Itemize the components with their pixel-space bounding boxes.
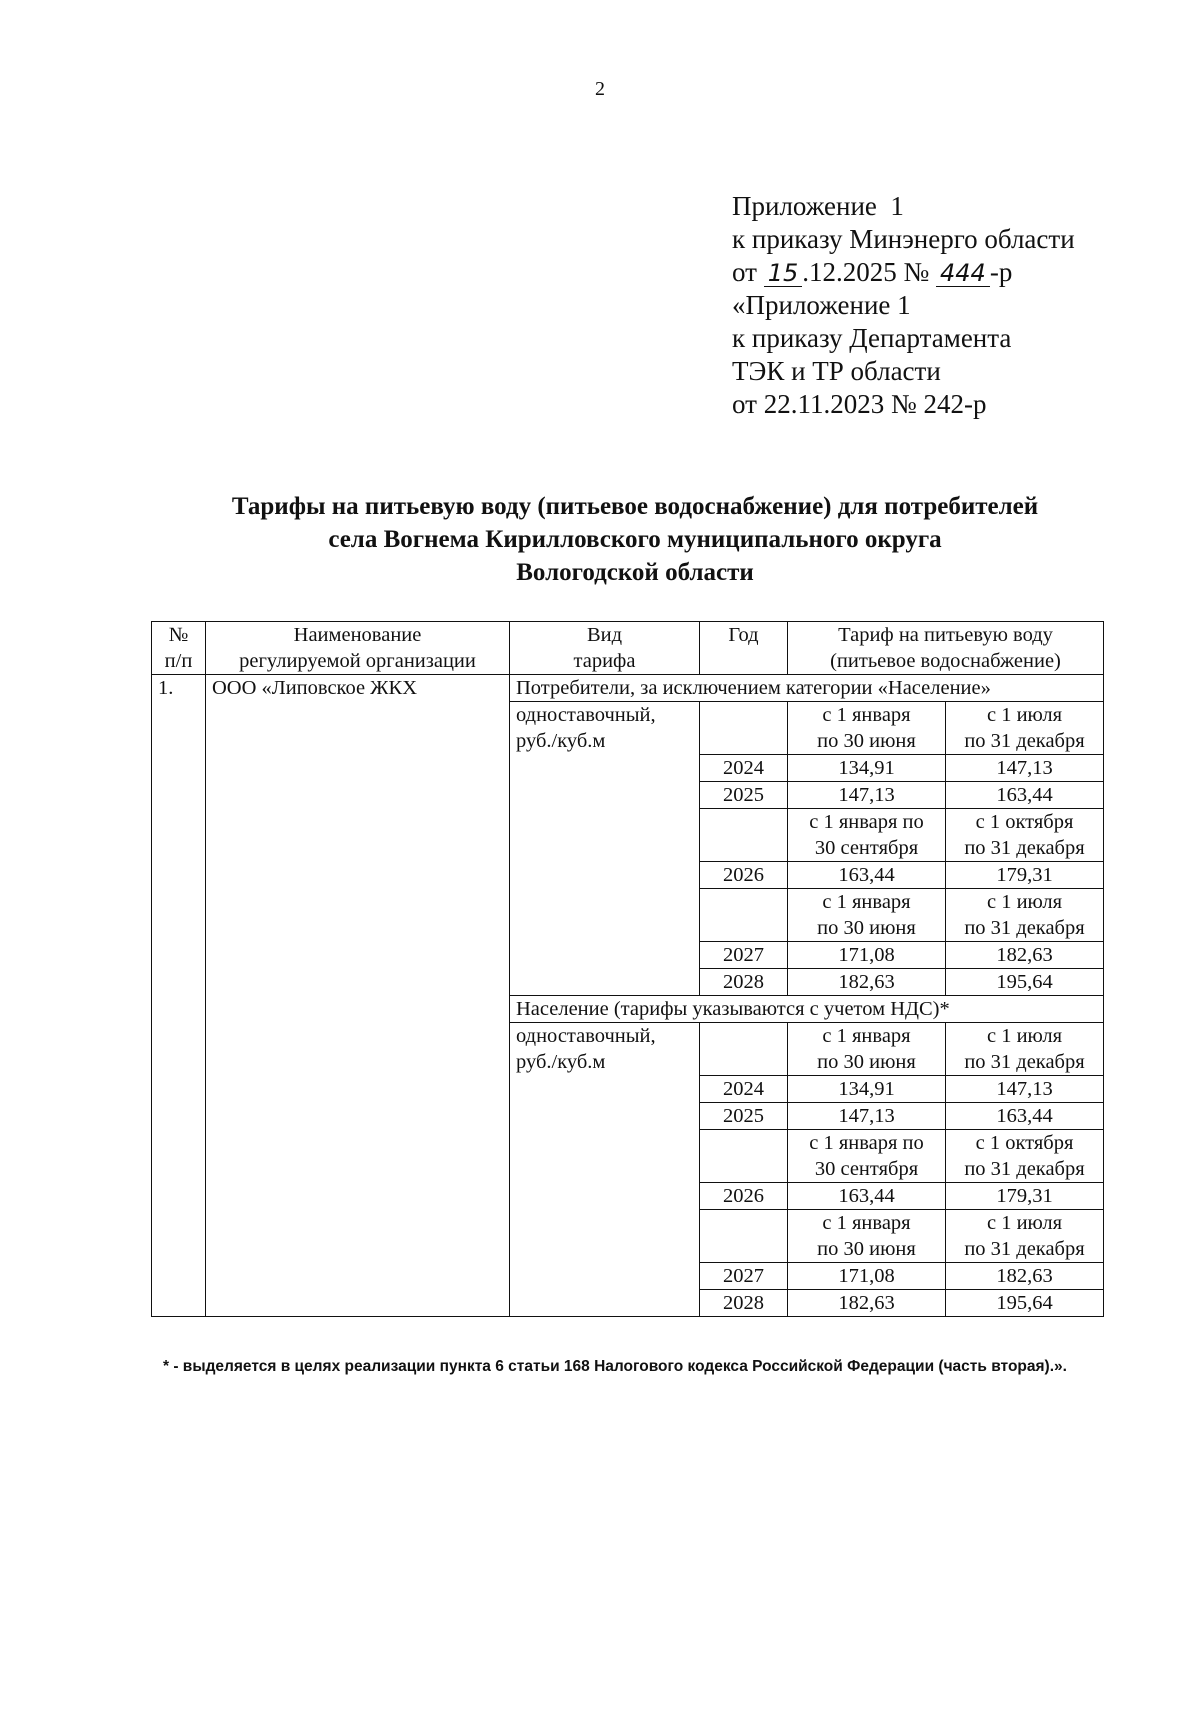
year-cell: 2028 bbox=[700, 969, 788, 996]
period-2-from: с 1 июля bbox=[986, 1212, 1063, 1234]
tariff-value-period-1: 147,13 bbox=[788, 782, 946, 809]
row-number: 1. bbox=[152, 675, 206, 1317]
year-cell bbox=[700, 809, 788, 862]
header-organization: Наименование регулируемой организации bbox=[206, 622, 510, 675]
tariff-type-cell bbox=[510, 702, 700, 996]
tariff-value-period-2: 195,64 bbox=[946, 1290, 1104, 1317]
period-1-cell bbox=[788, 702, 946, 755]
tariff-value-period-2: 163,44 bbox=[946, 782, 1104, 809]
tariff-value-period-1: 163,44 bbox=[788, 862, 946, 889]
tariff-value-period-1: 182,63 bbox=[788, 1290, 946, 1317]
handwritten-order-number: 444 bbox=[936, 260, 990, 287]
appendix-block bbox=[732, 190, 1075, 421]
period-2-to: по 31 декабря bbox=[964, 837, 1085, 859]
tariff-value-period-1: 134,91 bbox=[788, 755, 946, 782]
section-heading: Потребители, за исключением категории «Население» bbox=[510, 675, 1104, 702]
appendix-line-6: ТЭК и ТР области bbox=[732, 356, 941, 386]
tariff-value-period-1: 163,44 bbox=[788, 1183, 946, 1210]
period-2-to: по 31 декабря bbox=[964, 917, 1085, 939]
tariff-value-period-2: 147,13 bbox=[946, 1076, 1104, 1103]
year-cell bbox=[700, 1210, 788, 1263]
year-cell: 2026 bbox=[700, 1183, 788, 1210]
appendix-line-4: «Приложение 1 bbox=[732, 290, 911, 320]
period-1-from: с 1 января по bbox=[809, 811, 924, 833]
tariff-type-line: одноставочный, bbox=[516, 704, 656, 726]
tariff-value-period-1: 134,91 bbox=[788, 1076, 946, 1103]
period-1-cell bbox=[788, 1023, 946, 1076]
period-1-cell bbox=[788, 1210, 946, 1263]
appendix-date-middle: .12.2025 № bbox=[802, 257, 937, 287]
tariff-value-period-1: 171,08 bbox=[788, 1263, 946, 1290]
year-cell: 2024 bbox=[700, 1076, 788, 1103]
appendix-line-1: Приложение 1 bbox=[732, 191, 904, 221]
period-2-cell bbox=[946, 1210, 1104, 1263]
tariff-value-period-2: 195,64 bbox=[946, 969, 1104, 996]
period-2-cell bbox=[946, 809, 1104, 862]
period-1-to: по 30 июня bbox=[817, 917, 916, 939]
year-cell: 2024 bbox=[700, 755, 788, 782]
year-cell: 2027 bbox=[700, 1263, 788, 1290]
period-2-from: с 1 октября bbox=[975, 811, 1074, 833]
handwritten-day: 15 bbox=[764, 260, 803, 287]
appendix-prefix: от bbox=[732, 257, 764, 287]
tariff-value-period-1: 147,13 bbox=[788, 1103, 946, 1130]
appendix-line-3 bbox=[732, 256, 1075, 289]
year-cell: 2028 bbox=[700, 1290, 788, 1317]
tariff-type-cell bbox=[510, 1023, 700, 1317]
tariff-value-period-2: 182,63 bbox=[946, 942, 1104, 969]
period-1-to: по 30 июня bbox=[817, 1051, 916, 1073]
year-cell: 2027 bbox=[700, 942, 788, 969]
period-2-cell bbox=[946, 1130, 1104, 1183]
appendix-suffix: -р bbox=[989, 257, 1013, 287]
period-1-cell bbox=[788, 809, 946, 862]
header-number: № п/п bbox=[152, 622, 206, 675]
period-1-cell bbox=[788, 1130, 946, 1183]
year-cell: 2026 bbox=[700, 862, 788, 889]
period-1-from: с 1 января bbox=[822, 1025, 911, 1047]
header-tariff-type: Вид тарифа bbox=[510, 622, 700, 675]
section-heading: Население (тарифы указываются с учетом НДС)* bbox=[510, 996, 1104, 1023]
tariff-value-period-2: 182,63 bbox=[946, 1263, 1104, 1290]
year-cell bbox=[700, 702, 788, 755]
year-cell bbox=[700, 1023, 788, 1076]
tariff-value-period-2: 179,31 bbox=[946, 862, 1104, 889]
header-tariff: Тариф на питьевую воду (питьевое водоснабжение) bbox=[788, 622, 1104, 675]
period-2-cell bbox=[946, 1023, 1104, 1076]
appendix-line-7: от 22.11.2023 № 242-р bbox=[732, 389, 987, 419]
period-2-from: с 1 июля bbox=[986, 891, 1063, 913]
period-2-to: по 31 декабря bbox=[964, 1051, 1085, 1073]
period-1-to: 30 сентября bbox=[814, 837, 919, 859]
year-cell bbox=[700, 889, 788, 942]
period-1-from: с 1 января по bbox=[809, 1132, 924, 1154]
tariff-type-unit: руб./куб.м bbox=[516, 730, 606, 752]
tariff-table bbox=[151, 621, 1104, 1317]
period-2-to: по 31 декабря bbox=[964, 1158, 1085, 1180]
tariff-value-period-1: 171,08 bbox=[788, 942, 946, 969]
period-2-cell bbox=[946, 889, 1104, 942]
document-title bbox=[120, 490, 1150, 589]
page-number: 2 bbox=[595, 78, 605, 100]
period-1-cell bbox=[788, 889, 946, 942]
period-2-from: с 1 июля bbox=[986, 704, 1063, 726]
period-2-from: с 1 июля bbox=[986, 1025, 1063, 1047]
period-1-from: с 1 января bbox=[822, 704, 911, 726]
tariff-value-period-2: 163,44 bbox=[946, 1103, 1104, 1130]
table-header-row bbox=[152, 622, 1104, 675]
tariff-value-period-2: 179,31 bbox=[946, 1183, 1104, 1210]
header-year: Год bbox=[700, 622, 788, 675]
section-heading-row bbox=[152, 675, 1104, 702]
year-cell: 2025 bbox=[700, 1103, 788, 1130]
period-2-to: по 31 декабря bbox=[964, 730, 1085, 752]
appendix-line-2: к приказу Минэнерго области bbox=[732, 224, 1075, 254]
tariff-type-unit: руб./куб.м bbox=[516, 1051, 606, 1073]
tariff-value-period-1: 182,63 bbox=[788, 969, 946, 996]
period-1-to: 30 сентября bbox=[814, 1158, 919, 1180]
period-2-to: по 31 декабря bbox=[964, 1238, 1085, 1260]
title-line-3: Вологодской области bbox=[516, 559, 754, 586]
period-1-to: по 30 июня bbox=[817, 730, 916, 752]
period-1-to: по 30 июня bbox=[817, 1238, 916, 1260]
title-line-1: Тарифы на питьевую воду (питьевое водоснабжение) для потребителей bbox=[231, 493, 1039, 520]
period-1-from: с 1 января bbox=[822, 891, 911, 913]
footnote: * - выделяется в целях реализации пункта 6 статьи 168 Налогового кодекса Российской Федерации (часть вторая).». bbox=[163, 1358, 1067, 1375]
title-line-2: села Вогнема Кирилловского муниципального округа bbox=[328, 526, 942, 553]
year-cell: 2025 bbox=[700, 782, 788, 809]
period-1-from: с 1 января bbox=[822, 1212, 911, 1234]
year-cell bbox=[700, 1130, 788, 1183]
period-2-cell bbox=[946, 702, 1104, 755]
period-2-from: с 1 октября bbox=[975, 1132, 1074, 1154]
appendix-line-5: к приказу Департамента bbox=[732, 323, 1012, 353]
tariff-value-period-2: 147,13 bbox=[946, 755, 1104, 782]
organization-name: ООО «Липовское ЖКХ bbox=[206, 675, 510, 1317]
tariff-type-line: одноставочный, bbox=[516, 1025, 656, 1047]
